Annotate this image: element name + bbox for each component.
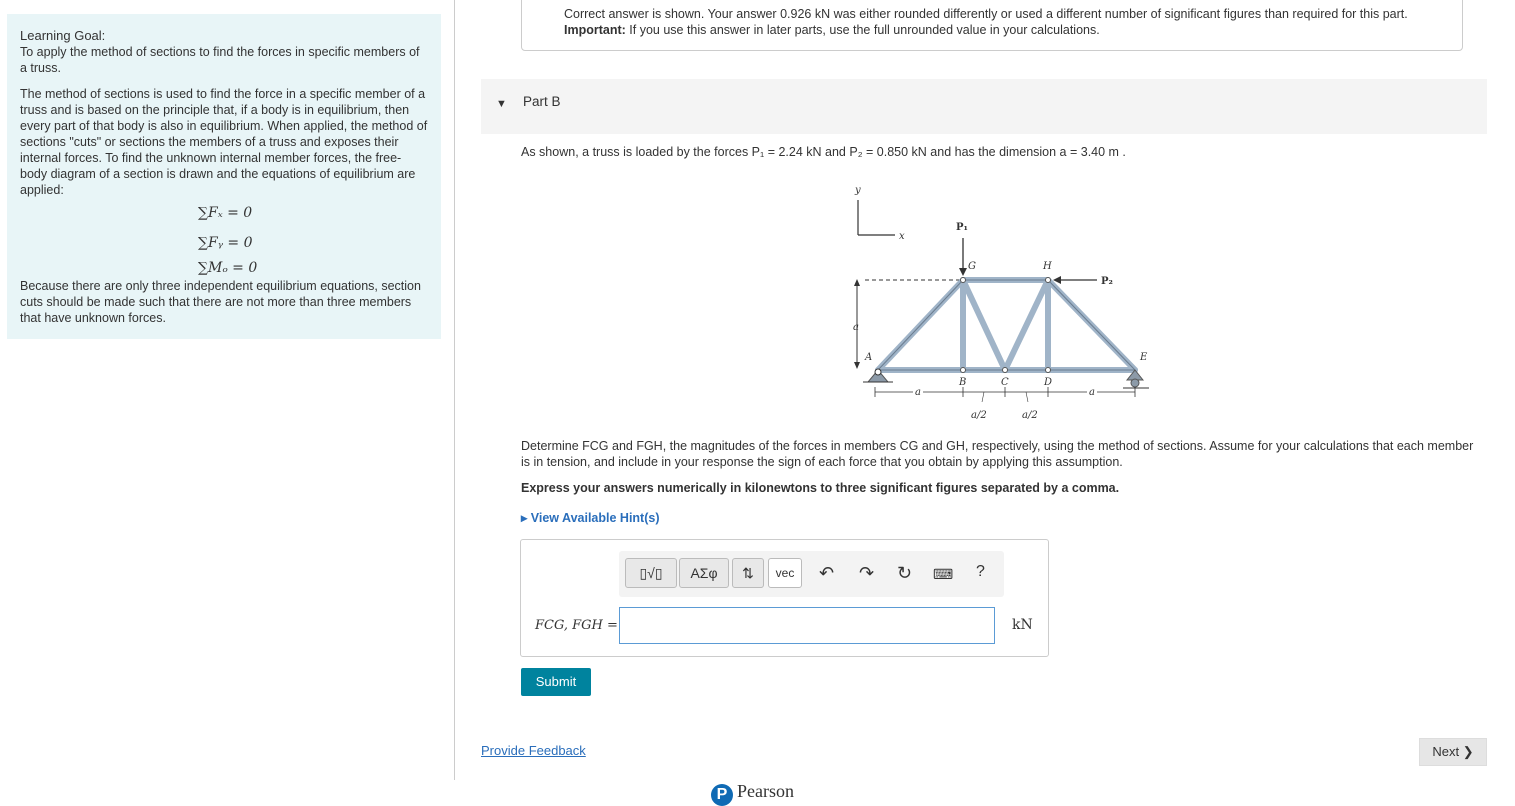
view-hints-link[interactable]: ▸ View Available Hint(s)	[521, 511, 660, 525]
column-divider	[454, 0, 455, 780]
goal-text: To apply the method of sections to find the forces in specific members of a truss.	[20, 45, 420, 75]
equation-sum-fx: ∑Fₓ = 0	[198, 205, 253, 221]
feedback-message: Correct answer is shown. Your answer 0.926 kN was either rounded differently or used a different number of significant figures than required for this part.	[564, 7, 1408, 21]
node-a-label: A	[865, 352, 873, 363]
vector-button[interactable]: vec	[768, 558, 802, 588]
node-b-label: B	[959, 377, 967, 388]
keyboard-icon[interactable]: ⌨	[933, 566, 954, 582]
pearson-icon: P	[711, 784, 733, 806]
y-axis-label: y	[855, 185, 861, 196]
x-axis-label: x	[899, 231, 905, 242]
pearson-logo	[711, 781, 794, 806]
math-toolbar	[619, 551, 1004, 597]
p2-label: P₂	[1101, 276, 1113, 287]
reset-icon[interactable]: ↻	[897, 563, 913, 583]
submit-button[interactable]: Submit	[521, 668, 591, 696]
part-label: Part B	[523, 94, 561, 109]
greek-symbols-button[interactable]: ΑΣφ	[679, 558, 729, 588]
dim-a2-right: a/2	[1022, 410, 1038, 421]
truss-diagram	[835, 180, 1155, 425]
dim-a-left: a	[915, 387, 921, 398]
provide-feedback-link[interactable]: Provide Feedback	[481, 743, 586, 758]
dim-a2-left: a/2	[971, 410, 987, 421]
answer-input[interactable]	[619, 607, 995, 644]
p1-label: P₁	[956, 222, 968, 233]
pearson-brand-text: Pearson	[737, 781, 794, 801]
undo-icon[interactable]: ↶	[819, 563, 835, 583]
unit-label: kN	[1012, 617, 1033, 633]
node-e-label: E	[1140, 352, 1148, 363]
sort-button[interactable]: ⇅	[732, 558, 764, 588]
equation-sum-fy: ∑Fᵧ = 0	[198, 235, 253, 251]
height-label: a	[853, 322, 859, 333]
method-description: The method of sections is used to find the force in a specific member of a truss and is based on the principle that, if a body is in equilibrium, then every part of that body is also in equilibrium. When applied, the method of sections "cuts" or sections the members of a truss and exposes their internal forces. To find the unknown internal member forces, the free-body diagram of a section is drawn and the equations of equilibrium are applied:	[20, 87, 428, 197]
feedback-important: Important: If you use this answer in later parts, use the full unrounded value in your calculations.	[564, 23, 1100, 37]
part-b-header[interactable]	[481, 79, 1487, 134]
help-icon[interactable]: ?	[976, 563, 985, 580]
next-button[interactable]: Next ❯	[1419, 738, 1487, 766]
node-h-label: H	[1043, 261, 1052, 272]
redo-icon[interactable]: ↷	[859, 563, 875, 583]
problem-statement: As shown, a truss is loaded by the forces P₁ = 2.24 kN and P₂ = 0.850 kN and has the dimension a = 3.40 m .	[521, 145, 1126, 159]
section-cut-note: Because there are only three independent equilibrium equations, section cuts should be made such that there are not more than three members that have unknown forces.	[20, 279, 421, 325]
goal-title: Learning Goal:	[20, 28, 106, 43]
node-d-label: D	[1044, 377, 1053, 388]
express-instructions: Express your answers numerically in kilonewtons to three significant figures separated by a comma.	[521, 481, 1120, 495]
node-g-label: G	[968, 261, 976, 272]
collapse-triangle-icon[interactable]: ▼	[496, 98, 507, 110]
templates-button[interactable]: ▯√▯	[625, 558, 677, 588]
learning-goal-panel	[7, 14, 441, 339]
node-c-label: C	[1001, 377, 1009, 388]
answer-label: FCG, FGH =	[535, 618, 618, 633]
correct-feedback-box	[521, 0, 1463, 51]
dim-a-right: a	[1089, 387, 1095, 398]
equation-sum-mo: ∑Mₒ = 0	[198, 260, 258, 276]
determine-instructions: Determine FCG and FGH, the magnitudes of the forces in members CG and GH, respectively, using the method of sections. Assume for your calculations that each member is in tension, and include in your response the sign of each force that you obtain by applying this assumption.	[521, 439, 1474, 469]
